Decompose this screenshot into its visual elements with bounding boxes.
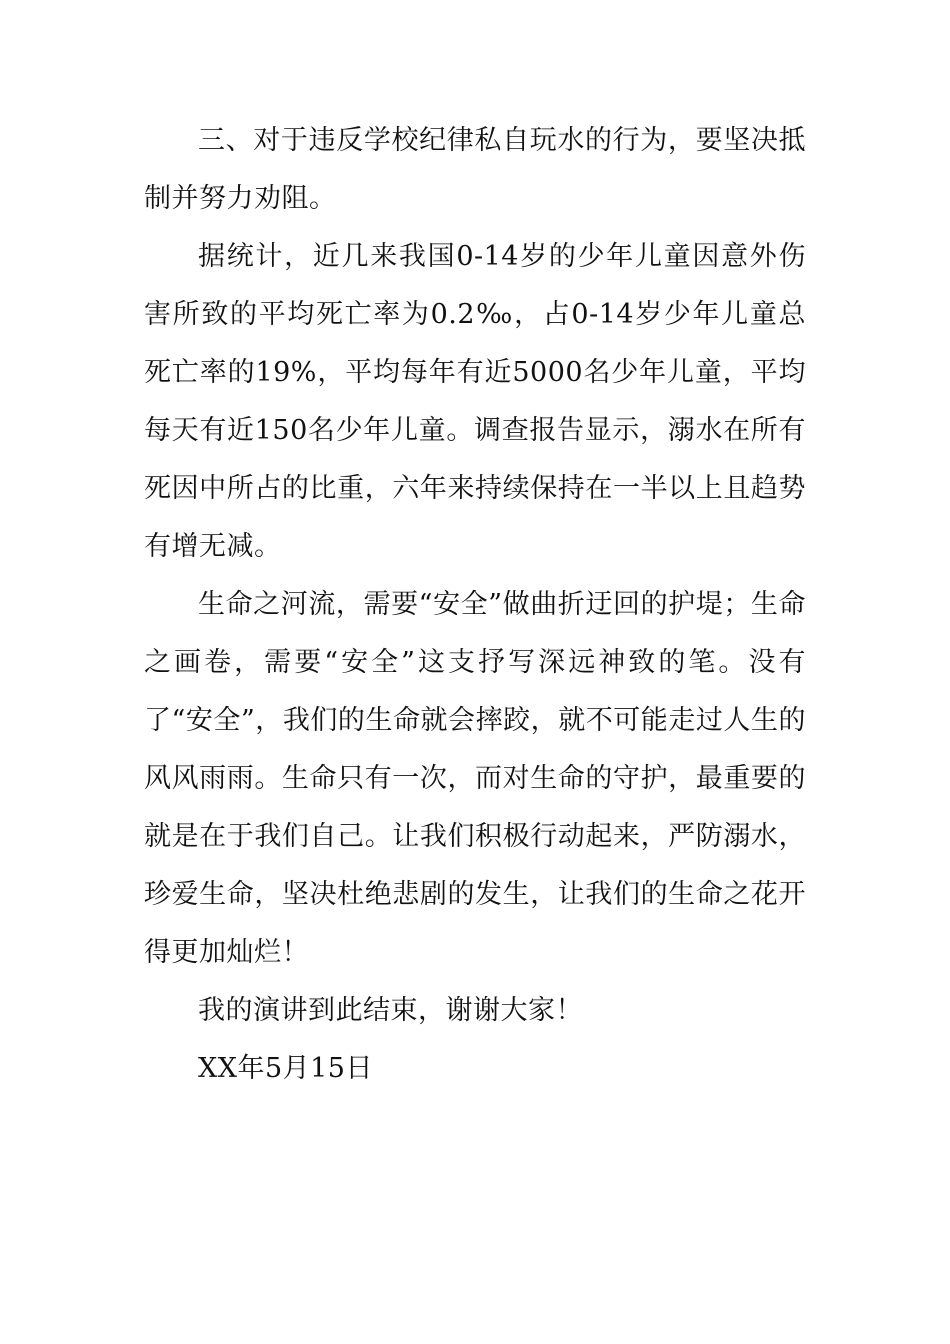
document-body bbox=[144, 112, 806, 1098]
paragraph-safety: 生命之河流，需要“安全”做曲折迂回的护堤；生命之画卷，需要“安全”这支抒写深远神致的笔。没有了“安全”，我们的生命就会摔跤，就不可能走过人生的风风雨雨。生命只有一次，而对生命的守护，最重要的就是在于我们自己。让我们积极行动起来，严防溺水，珍爱生命，坚决杜绝悲剧的发生，让我们的生命之花开得更加灿烂！ bbox=[144, 589, 806, 968]
paragraph-statistics: 据统计，近几来我国0-14岁的少年儿童因意外伤害所致的平均死亡率为0.2‰，占0-14岁少年儿童总死亡率的19%，平均每年有近5000名少年儿童，平均每天有近150名少年儿童。调查报告显示，溺水在所有死因中所占的比重，六年来持续保持在一半以上且趋势有增无减。 bbox=[144, 241, 806, 562]
closing-remark: 我的演讲到此结束，谢谢大家！ bbox=[198, 995, 583, 1026]
document-date: XX年5月15日 bbox=[198, 1053, 373, 1084]
paragraph-discipline: 三、对于违反学校纪律私自玩水的行为，要坚决抵制并努力劝阻。 bbox=[144, 125, 806, 214]
